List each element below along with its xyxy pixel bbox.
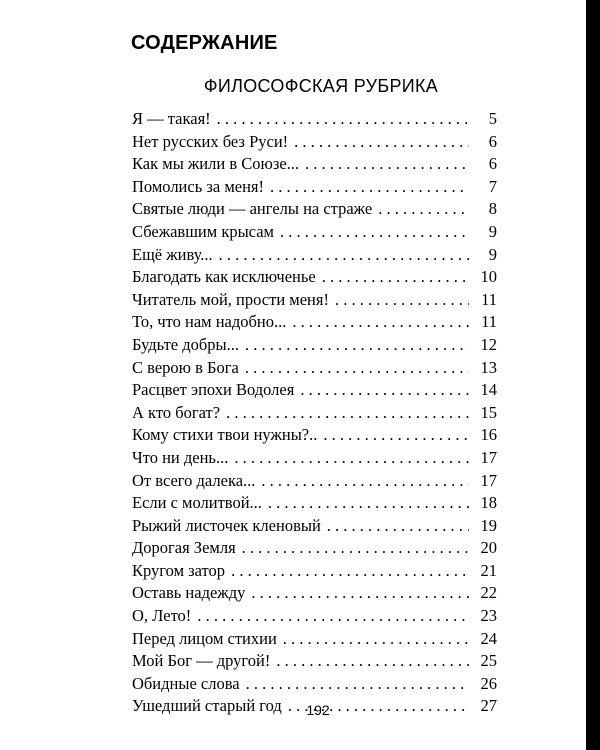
toc-entry-page: 14: [480, 380, 497, 400]
toc-entry-title: А кто богат?: [132, 402, 221, 422]
toc-dot-leader: [226, 402, 469, 425]
toc-entry: [132, 605, 497, 628]
table-of-contents: [132, 108, 497, 718]
section-heading: ФИЛОСОФСКАЯ РУБРИКА: [203, 76, 439, 96]
toc-dot-leader: [261, 470, 469, 493]
toc-entry-page: 22: [480, 583, 497, 603]
toc-entry-page: 8: [488, 199, 497, 219]
toc-entry-title: О, Лето!: [132, 606, 192, 626]
toc-entry: [132, 289, 497, 312]
toc-entry-page: 11: [481, 312, 497, 332]
toc-dot-leader: [335, 289, 469, 312]
toc-entry-title: Благодать как исключенье: [132, 267, 316, 287]
toc-dot-leader: [294, 131, 469, 154]
toc-entry: [132, 244, 497, 267]
toc-dot-leader: [292, 311, 469, 334]
toc-entry-page: 9: [488, 221, 497, 241]
toc-entry-page: 6: [488, 131, 497, 151]
toc-entry-title: Если с молитвой...: [132, 493, 262, 513]
toc-dot-leader: [300, 379, 469, 402]
toc-entry-page: 19: [480, 515, 497, 535]
toc-entry: [132, 650, 497, 673]
toc-entry-title: Читатель мой, прости меня!: [132, 289, 329, 309]
toc-entry-title: Оставь надежду: [132, 583, 246, 603]
toc-entry: [132, 560, 497, 583]
toc-entry-page: 10: [480, 267, 497, 287]
toc-entry: [132, 537, 497, 560]
toc-entry-page: 25: [480, 651, 497, 671]
toc-entry-title: Ещё живу...: [132, 244, 213, 264]
toc-entry-title: Я — такая!: [132, 109, 211, 128]
toc-entry: [132, 266, 497, 289]
toc-entry-page: 9: [488, 244, 497, 264]
toc-dot-leader: [322, 266, 469, 289]
toc-entry-title: С верою в Бога: [132, 357, 239, 377]
toc-entry-page: 15: [480, 402, 497, 422]
toc-entry-page: 24: [480, 628, 497, 648]
toc-dot-leader: [219, 244, 469, 267]
toc-entry: [132, 492, 497, 515]
toc-entry-title: От всего далека...: [132, 470, 256, 490]
toc-entry-page: 6: [488, 154, 497, 174]
toc-entry-page: 16: [480, 425, 497, 445]
toc-dot-leader: [197, 605, 469, 628]
toc-entry-title: Рыжий листочек кленовый: [132, 515, 321, 535]
toc-dot-leader: [270, 176, 469, 199]
toc-dot-leader: [242, 537, 469, 560]
toc-entry-title: Перед лицом стихии: [132, 628, 277, 648]
toc-dot-leader: [268, 492, 469, 515]
toc-entry-title: Что ни день...: [132, 447, 229, 467]
toc-entry-title: Ушедший старый год: [132, 696, 282, 716]
toc-entry-title: Кому стихи твои нужны?..: [132, 425, 318, 445]
toc-entry-page: 12: [480, 334, 497, 354]
toc-entry-title: Дорогая Земля: [132, 538, 236, 558]
toc-entry: [132, 447, 497, 470]
toc-entry-page: 17: [480, 470, 497, 490]
toc-entry-page: 7: [488, 176, 497, 196]
contents-heading: СОДЕРЖАНИЕ: [131, 32, 278, 54]
toc-entry-title: Святые люди — ангелы на страже: [132, 199, 373, 219]
toc-entry: [132, 176, 497, 199]
toc-entry-page: 17: [480, 447, 497, 467]
toc-entry: [132, 153, 497, 176]
toc-entry: [132, 198, 497, 221]
toc-entry-title: Будьте добры...: [132, 334, 239, 354]
toc-dot-leader: [327, 515, 469, 538]
toc-entry: [132, 334, 497, 357]
toc-entry-title: То, что нам надобно...: [132, 312, 287, 332]
toc-entry: [132, 673, 497, 696]
toc-entry: [132, 515, 497, 538]
toc-dot-leader: [276, 650, 469, 673]
toc-dot-leader: [217, 108, 469, 131]
toc-dot-leader: [234, 447, 469, 470]
toc-entry-page: 20: [480, 538, 497, 558]
toc-dot-leader: [305, 153, 469, 176]
toc-entry: [132, 402, 497, 425]
toc-entry-page: 18: [480, 493, 497, 513]
toc-dot-leader: [251, 582, 469, 605]
toc-entry: [132, 221, 497, 244]
toc-entry: [132, 357, 497, 380]
toc-entry: [132, 108, 497, 131]
toc-entry-page: 5: [488, 109, 497, 128]
toc-dot-leader: [283, 628, 469, 651]
toc-entry-title: Мой Бог — другой!: [132, 651, 271, 671]
toc-entry-page: 21: [480, 560, 497, 580]
toc-entry-page: 13: [480, 357, 497, 377]
toc-dot-leader: [245, 334, 469, 357]
toc-entry-title: Как мы жили в Союзе...: [132, 154, 300, 174]
toc-entry: [132, 379, 497, 402]
toc-entry-page: 11: [481, 289, 497, 309]
toc-dot-leader: [246, 673, 469, 696]
toc-dot-leader: [280, 221, 469, 244]
toc-entry-page: 27: [480, 696, 497, 716]
toc-entry: [132, 470, 497, 493]
toc-entry: [132, 582, 497, 605]
toc-entry-page: 26: [480, 673, 497, 693]
toc-entry: [132, 628, 497, 651]
toc-entry-title: Расцвет эпохи Водолея: [132, 380, 295, 400]
toc-dot-leader: [231, 560, 469, 583]
toc-entry-title: Нет русских без Руси!: [132, 131, 289, 151]
toc-entry-title: Обидные слова: [132, 673, 240, 693]
page-edge-border: [586, 0, 600, 750]
toc-dot-leader: [323, 424, 469, 447]
toc-entry: [132, 131, 497, 154]
toc-entry: [132, 311, 497, 334]
toc-entry-title: Кругом затор: [132, 560, 226, 580]
toc-entry-title: Сбежавшим крысам: [132, 221, 274, 241]
toc-entry-title: Помолись за меня!: [132, 176, 265, 196]
toc-entry: [132, 424, 497, 447]
toc-entry-page: 23: [480, 606, 497, 626]
page-number: 192: [306, 702, 330, 718]
toc-dot-leader: [245, 357, 469, 380]
toc-dot-leader: [378, 198, 469, 221]
